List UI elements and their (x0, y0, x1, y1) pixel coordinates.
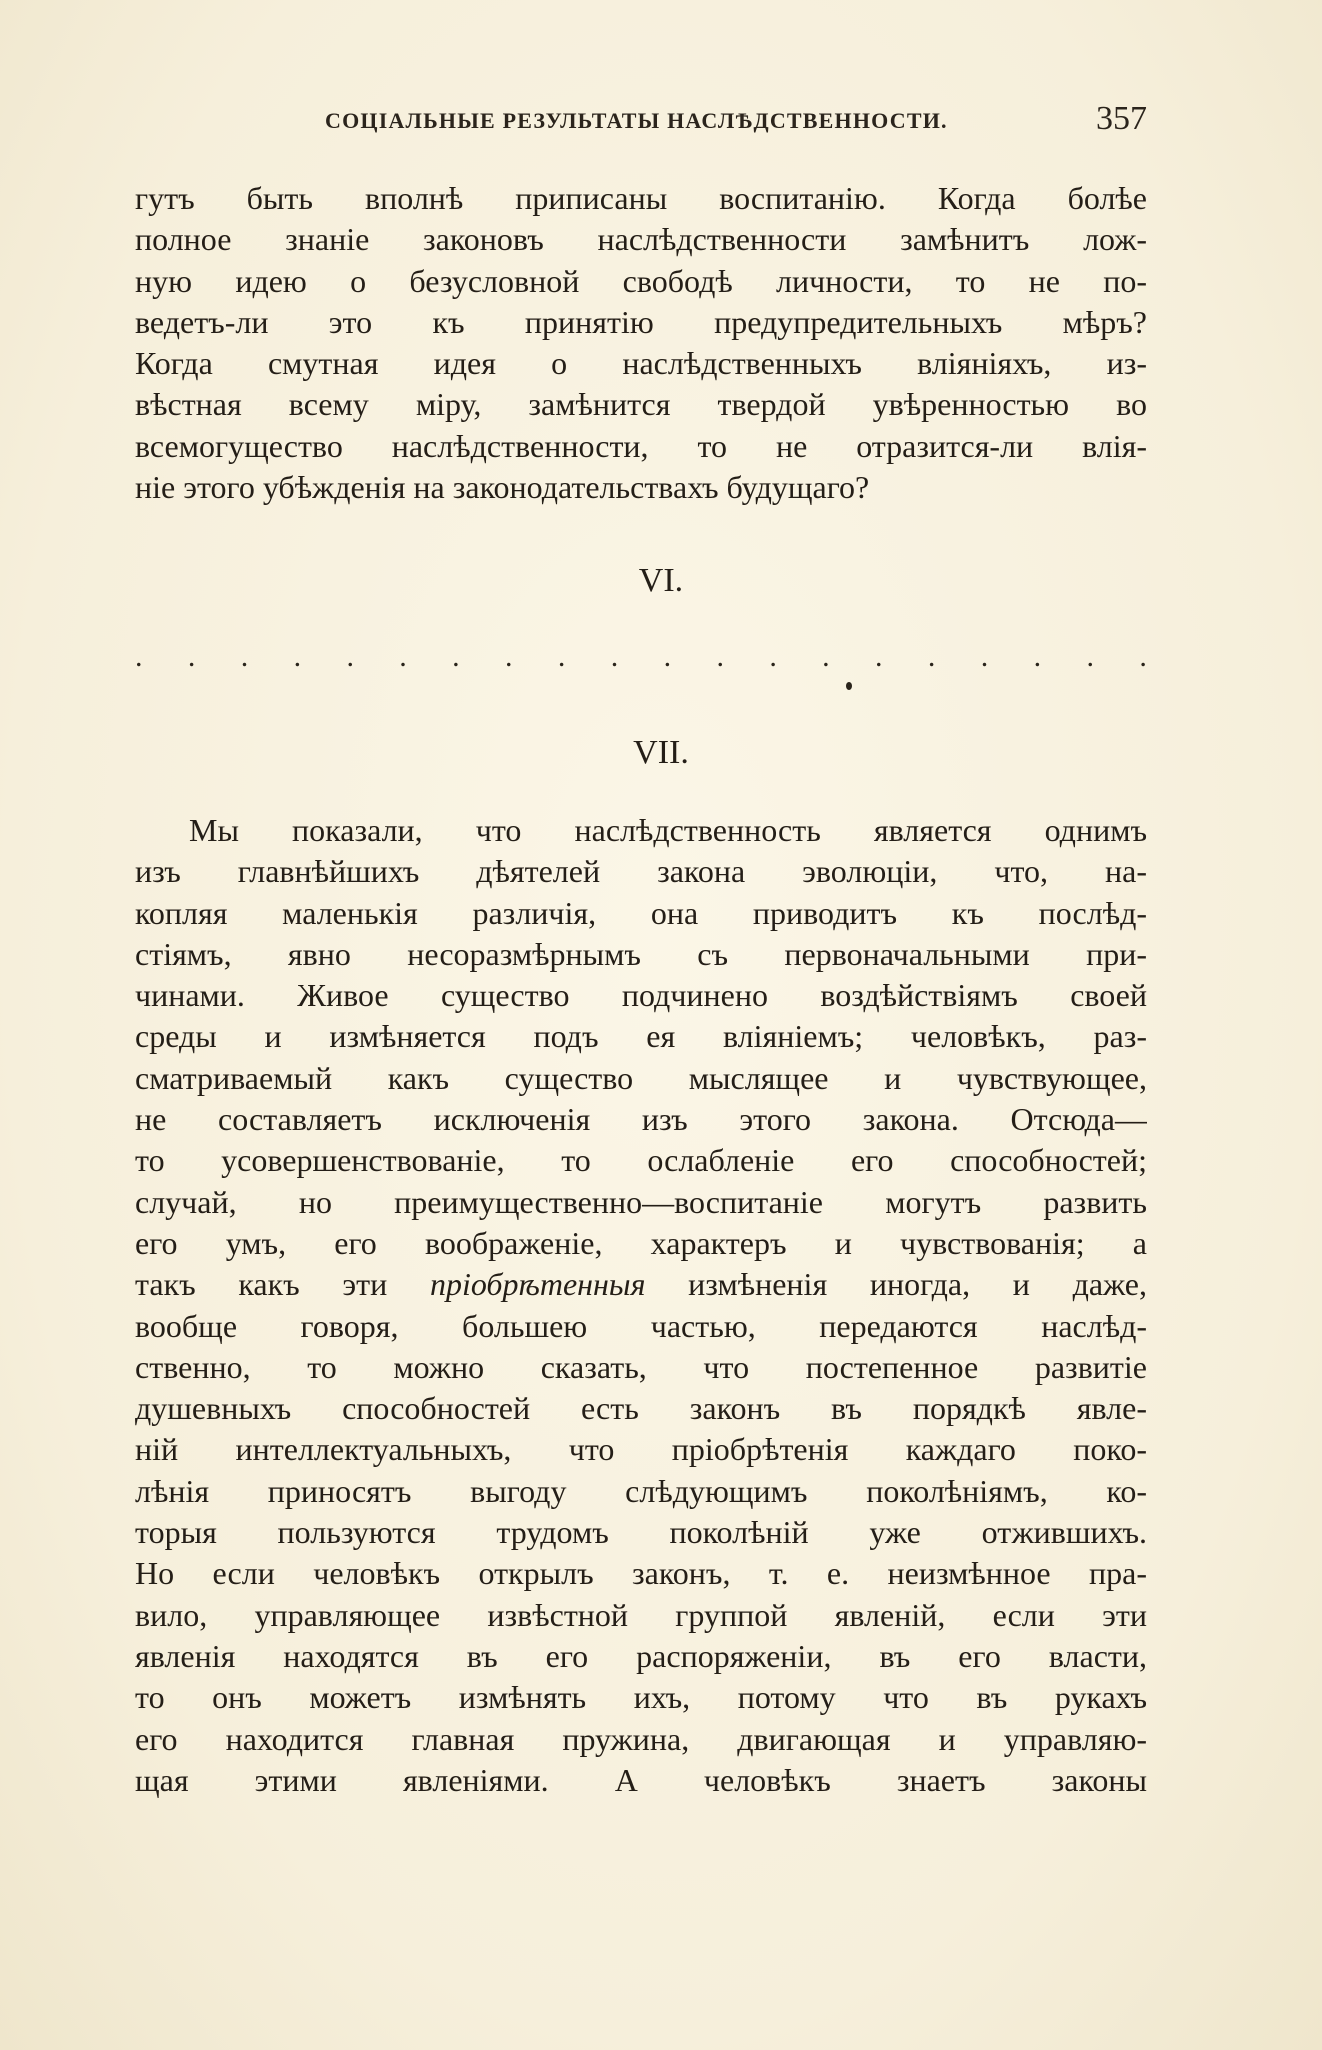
dot: . (716, 640, 724, 673)
dot: . (399, 640, 407, 673)
text-line: сматриваемый какъ существо мыслящее и чувствующее, (135, 1059, 1147, 1096)
text-line: ній интеллектуальныхъ, что пріобрѣтенія каждаго поко- (135, 1431, 1147, 1468)
text-segment: такъ какъ эти (135, 1266, 430, 1303)
dot: . (293, 640, 302, 673)
running-title: СОЦІАЛЬНЫЕ РЕЗУЛЬТАТЫ НАСЛѢДСТВЕННОСТИ. (325, 108, 948, 133)
dot: . (505, 640, 513, 673)
text-line: торыя пользуются трудомъ поколѣній уже отжившихъ. (135, 1514, 1147, 1551)
ellipsis-row (135, 640, 1147, 674)
text-line: душевныхъ способностей есть законъ въ порядкѣ явле- (135, 1390, 1147, 1427)
dot: . (187, 640, 196, 673)
text-line: щая этими явленіями. А человѣкъ знаетъ законы (135, 1761, 1147, 1798)
text-line: его умъ, его воображеніе, характеръ и чувствованія; а (135, 1224, 1147, 1261)
page-number: 357 (1096, 100, 1147, 137)
text-line: полное знаніе законовъ наслѣдственности замѣнитъ лож- (135, 221, 1147, 258)
text-segment: измѣненія иногда, и даже, (645, 1266, 1147, 1303)
text-line: ведетъ-ли это къ принятію предупредительныхъ мѣръ? (135, 303, 1147, 340)
dot: . (1033, 640, 1042, 673)
text-line: явленія находятся въ его распоряженіи, въ его власти, (135, 1637, 1147, 1674)
text-line: Но если человѣкъ открылъ законъ, т. е. неизмѣнное пра- (135, 1555, 1147, 1592)
text-line: стіямъ, явно несоразмѣрнымъ съ первоначальными при- (135, 935, 1147, 972)
dot: . (557, 640, 566, 673)
text-line-with-italic (135, 1264, 1147, 1305)
dot: . (663, 640, 672, 673)
text-line: случай, но преимущественно—воспитаніе могутъ развить (135, 1183, 1147, 1220)
text-line: ную идею о безусловной свободѣ личности, то не по- (135, 262, 1147, 299)
dot: . (927, 640, 936, 673)
text-line: его находится главная пружина, двигающая и управляю- (135, 1720, 1147, 1757)
dot: . (1139, 640, 1147, 673)
dot: . (346, 640, 354, 673)
section-heading-seven: VII. (633, 734, 689, 771)
text-line: вообще говоря, большею частью, передаются наслѣд- (135, 1307, 1147, 1344)
dot: . (452, 640, 460, 673)
dot: . (610, 640, 619, 673)
dot: . (240, 640, 249, 673)
dot: . (822, 640, 830, 673)
section-heading-six: VI. (638, 562, 684, 599)
ink-speck (846, 682, 852, 690)
text-line: копляя маленькія различія, она приводитъ къ послѣд- (135, 894, 1147, 931)
text-line: то усовершенствованіе, то ослабленіе его способностей; (135, 1142, 1147, 1179)
text-line: вѣстная всему міру, замѣнится твердой увѣренностью во (135, 386, 1147, 423)
text-line: чинами. Живое существо подчинено воздѣйствіямъ своей (135, 977, 1147, 1014)
text-line: ніе этого убѣжденія на законодательствахъ будущаго? (135, 469, 870, 506)
text-line: среды и измѣняется подъ ея вліяніемъ; человѣкъ, раз- (135, 1018, 1147, 1055)
text-line: Мы показали, что наслѣдственность является однимъ (189, 812, 1147, 848)
dot: . (769, 640, 777, 673)
text-line: то онъ можетъ измѣнять ихъ, потому что въ рукахъ (135, 1679, 1147, 1716)
paragraph-one (135, 178, 1147, 508)
dot: . (980, 640, 989, 673)
text-line: гутъ быть вполнѣ приписаны воспитанію. Когда болѣе (135, 180, 1147, 216)
text-line: ственно, то можно сказать, что постепенное развитіе (135, 1348, 1147, 1385)
text-line: вило, управляющее извѣстной группой явленій, если эти (135, 1596, 1147, 1633)
text-line: изъ главнѣйшихъ дѣятелей закона эволюціи, что, на- (135, 853, 1147, 890)
paragraph-two (135, 810, 1147, 1801)
text-line: Когда смутная идея о наслѣдственныхъ вліяніяхъ, из- (135, 345, 1147, 382)
page-header (135, 100, 1147, 140)
dot: . (875, 640, 883, 673)
italic-term: пріобрѣтенныя (429, 1266, 646, 1303)
dot: . (135, 640, 143, 673)
dot: . (1086, 640, 1094, 673)
text-line: лѣнія приносятъ выгоду слѣдующимъ поколѣніямъ, ко- (135, 1472, 1147, 1509)
text-line: всемогущество наслѣдственности, то не отразится-ли влія- (135, 427, 1147, 464)
text-line: не составляетъ исключенія изъ этого закона. Отсюда— (135, 1101, 1147, 1138)
